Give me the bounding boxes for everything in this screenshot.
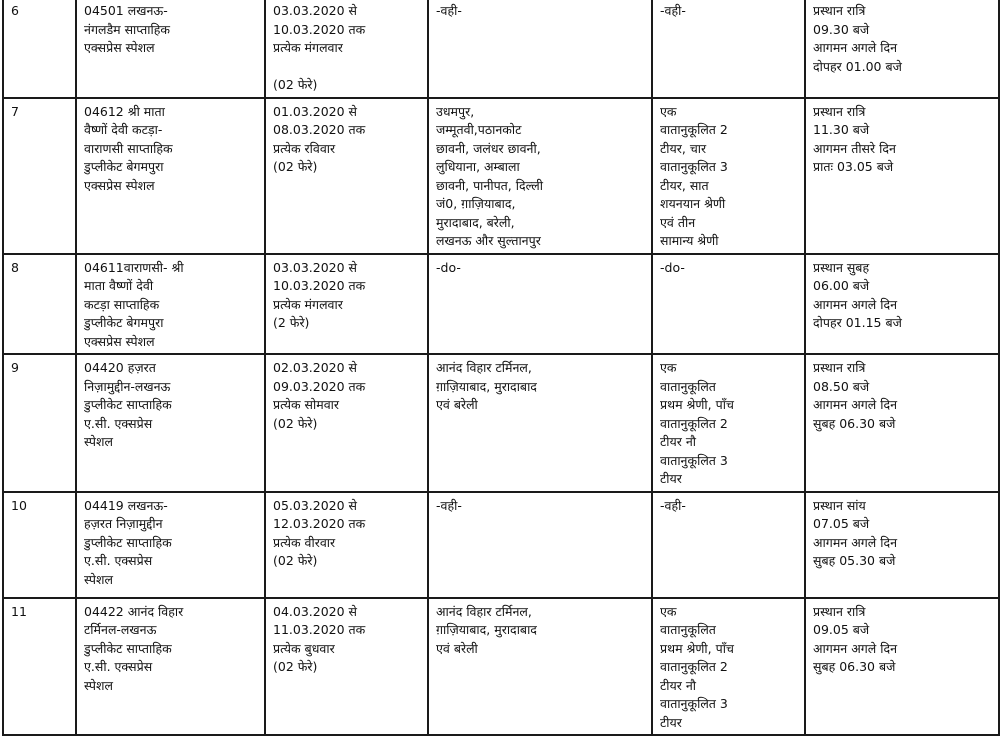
cell-line: एक — [660, 103, 677, 119]
cell-line: आगमन अगले दिन — [813, 40, 898, 55]
cell-line: डुप्लीकेट साप्ताहिक — [84, 640, 172, 656]
cell-line: छावनी, जलंधर छावनी, — [436, 140, 541, 156]
cell-line: (02 फेरे) — [273, 659, 318, 674]
train-name-cell — [76, 354, 265, 492]
stoppages-cell — [428, 492, 652, 598]
timing-cell — [805, 598, 999, 736]
cell-line: ए.सी. एक्सप्रेस — [84, 553, 153, 568]
table-row — [3, 598, 999, 736]
cell-line: डुप्लीकेट बेगमपुरा — [84, 159, 164, 174]
run-dates-cell — [265, 0, 428, 98]
cell-line: (02 फेरे) — [273, 77, 318, 92]
cell-line: आगमन अगले दिन — [813, 296, 898, 312]
table-body — [3, 0, 999, 735]
cell-line: 04611वाराणसी- श्री — [84, 259, 184, 275]
cell-line: -do- — [660, 259, 685, 275]
cell-line: मुरादाबाद, बरेली, — [436, 214, 515, 230]
cell-line: 11.03.2020 तक — [273, 622, 366, 637]
cell-line: हज़रत निज़ामुद्दीन — [84, 516, 163, 531]
cell-line: 10.03.2020 तक — [273, 21, 366, 37]
cell-line: 04501 लखनऊ- — [84, 3, 168, 18]
cell-line: वातानुकूलित 2 — [660, 122, 728, 137]
cell-line: नंगलडैम साप्ताहिक — [84, 21, 170, 37]
cell-line: डुप्लीकेट साप्ताहिक — [84, 534, 172, 550]
cell-line: 01.03.2020 से — [273, 103, 357, 119]
cell-line: टीयर नौ — [660, 677, 697, 693]
timing-cell — [805, 492, 999, 598]
cell-line: दोपहर 01.00 बजे — [813, 58, 902, 74]
cell-line: प्रत्येक वीरवार — [273, 534, 336, 550]
cell-line: 04419 लखनऊ- — [84, 497, 168, 513]
cell-line: प्रस्थान सांय — [813, 497, 866, 513]
cell-line: आगमन अगले दिन — [813, 397, 898, 412]
cell-line: (2 फेरे) — [273, 315, 310, 330]
cell-line: एक्सप्रेस स्पेशल — [84, 177, 155, 193]
timing-cell — [805, 354, 999, 492]
cell-line: -वही- — [436, 3, 462, 18]
cell-line: डुप्लीकेट साप्ताहिक — [84, 397, 172, 412]
cell-line: टीयर — [660, 714, 682, 730]
cell-line: 06.00 बजे — [813, 278, 870, 293]
cell-line: (02 फेरे) — [273, 415, 318, 431]
cell-line: प्रत्येक रविवार — [273, 140, 336, 156]
timing-cell — [805, 98, 999, 254]
cell-line: वातानुकूलित 3 — [660, 452, 728, 468]
cell-line: आगमन अगले दिन — [813, 640, 898, 656]
cell-line: स्पेशल — [84, 571, 113, 587]
cell-line: आगमन तीसरे दिन — [813, 140, 896, 156]
cell-line: ग़ाज़ियाबाद, मुरादाबाद — [436, 378, 537, 394]
cell-line: एवं बरेली — [436, 640, 478, 656]
cell-line: प्रस्थान रात्रि — [813, 3, 866, 18]
cell-line: 08.03.2020 तक — [273, 122, 366, 137]
table-row — [3, 254, 999, 355]
cell-line: 04.03.2020 से — [273, 603, 357, 619]
serial-number-cell: 7 — [3, 98, 76, 254]
run-dates-cell — [265, 492, 428, 598]
cell-line: 05.03.2020 से — [273, 497, 357, 513]
cell-line: प्रथम श्रेणी, पाँच — [660, 397, 734, 412]
cell-line: प्रत्येक मंगलवार — [273, 40, 343, 55]
cell-line: एक — [660, 603, 677, 619]
coach-composition-cell — [652, 598, 805, 736]
cell-line: प्रातः 03.05 बजे — [813, 159, 894, 174]
cell-line: -वही- — [660, 3, 686, 18]
cell-line: वातानुकूलित — [660, 622, 716, 637]
cell-line: 03.03.2020 से — [273, 3, 357, 18]
stoppages-cell — [428, 598, 652, 736]
run-dates-cell — [265, 98, 428, 254]
cell-line: स्पेशल — [84, 434, 113, 449]
serial-number-cell: 10 — [3, 492, 76, 598]
coach-composition-cell — [652, 98, 805, 254]
timing-cell — [805, 254, 999, 355]
table-row — [3, 492, 999, 598]
serial-number-cell: 9 — [3, 354, 76, 492]
cell-line: 09.03.2020 तक — [273, 378, 366, 394]
cell-line: सुबह 06.30 बजे — [813, 415, 896, 431]
cell-line: टीयर, सात — [660, 177, 709, 193]
cell-line: आगमन अगले दिन — [813, 534, 898, 550]
cell-line: सुबह 05.30 बजे — [813, 553, 896, 568]
cell-line: वातानुकूलित — [660, 378, 716, 394]
cell-line: 04422 आनंद विहार — [84, 603, 184, 619]
cell-line: ग़ाज़ियाबाद, मुरादाबाद — [436, 622, 537, 637]
cell-line: (02 फेरे) — [273, 159, 318, 174]
cell-line: उधमपुर, — [436, 103, 475, 119]
coach-composition-cell — [652, 0, 805, 98]
cell-line: एवं तीन — [660, 214, 696, 230]
cell-line: वाराणसी साप्ताहिक — [84, 140, 173, 156]
cell-line: जं0, ग़ाज़ियाबाद, — [436, 196, 516, 211]
cell-line: 04420 हज़रत — [84, 360, 156, 375]
cell-line: वैष्णों देवी कटड़ा- — [84, 122, 163, 137]
train-name-cell — [76, 98, 265, 254]
cell-line: लखनऊ और सुल्तानपुर — [436, 233, 541, 248]
cell-line: वातानुकूलित 3 — [660, 696, 728, 711]
cell-line: टीयर, चार — [660, 140, 707, 156]
coach-composition-cell — [652, 492, 805, 598]
cell-line: कटड़ा साप्ताहिक — [84, 296, 160, 312]
train-name-cell — [76, 254, 265, 355]
cell-line: शयनयान श्रेणी — [660, 196, 726, 211]
cell-line: सामान्य श्रेणी — [660, 233, 719, 248]
cell-line: 07.05 बजे — [813, 516, 870, 531]
stoppages-cell — [428, 0, 652, 98]
run-dates-cell — [265, 254, 428, 355]
cell-line: दोपहर 01.15 बजे — [813, 315, 902, 330]
cell-line: -do- — [436, 259, 461, 275]
cell-line: 09.30 बजे — [813, 21, 870, 37]
cell-line: (02 फेरे) — [273, 553, 318, 568]
cell-line: सुबह 06.30 बजे — [813, 659, 896, 674]
cell-line: जम्मूतवी,पठानकोट — [436, 122, 522, 137]
coach-composition-cell — [652, 354, 805, 492]
cell-line: प्रत्येक बुधवार — [273, 640, 335, 656]
cell-line: वातानुकूलित 3 — [660, 159, 728, 174]
cell-line: प्रत्येक मंगलवार — [273, 296, 343, 312]
run-dates-cell — [265, 598, 428, 736]
cell-line: 04612 श्री माता — [84, 103, 165, 119]
timing-cell — [805, 0, 999, 98]
cell-line: प्रत्येक सोमवार — [273, 397, 340, 412]
train-name-cell — [76, 598, 265, 736]
cell-line: प्रथम श्रेणी, पाँच — [660, 640, 734, 656]
cell-line: -वही- — [436, 497, 462, 513]
stoppages-cell — [428, 98, 652, 254]
cell-line: 02.03.2020 से — [273, 360, 357, 375]
cell-line: एक्सप्रेस स्पेशल — [84, 333, 155, 349]
cell-line: डुप्लीकेट बेगमपुरा — [84, 315, 164, 330]
cell-line — [273, 58, 421, 77]
cell-line: एक — [660, 360, 677, 375]
cell-line: टीयर नौ — [660, 434, 697, 449]
cell-line: एवं बरेली — [436, 397, 478, 412]
cell-line: निज़ामुद्दीन-लखनऊ — [84, 378, 171, 394]
coach-composition-cell — [652, 254, 805, 355]
cell-line: आनंद विहार टर्मिनल, — [436, 603, 532, 619]
cell-line: छावनी, पानीपत, दिल्ली — [436, 177, 543, 193]
serial-number-cell: 6 — [3, 0, 76, 98]
train-name-cell — [76, 0, 265, 98]
train-name-cell — [76, 492, 265, 598]
train-schedule-table — [2, 0, 1000, 736]
cell-line: 09.05 बजे — [813, 622, 870, 637]
cell-line: 03.03.2020 से — [273, 259, 357, 275]
cell-line: 10.03.2020 तक — [273, 278, 366, 293]
table-row — [3, 354, 999, 492]
cell-line: माता वैष्णों देवी — [84, 278, 154, 293]
cell-line: लुधियाना, अम्बाला — [436, 159, 520, 174]
cell-line: स्पेशल — [84, 677, 113, 693]
cell-line: आनंद विहार टर्मिनल, — [436, 360, 532, 375]
cell-line: प्रस्थान रात्रि — [813, 103, 866, 119]
cell-line: टर्मिनल-लखनऊ — [84, 622, 157, 637]
cell-line: एक्सप्रेस स्पेशल — [84, 40, 155, 55]
cell-line: प्रस्थान रात्रि — [813, 603, 866, 619]
stoppages-cell — [428, 354, 652, 492]
table-row — [3, 98, 999, 254]
table-row — [3, 0, 999, 98]
cell-line: -वही- — [660, 497, 686, 513]
serial-number-cell: 11 — [3, 598, 76, 736]
serial-number-cell: 8 — [3, 254, 76, 355]
cell-line: ए.सी. एक्सप्रेस — [84, 659, 153, 674]
cell-line: प्रस्थान सुबह — [813, 259, 870, 275]
cell-line: ए.सी. एक्सप्रेस — [84, 415, 153, 431]
cell-line: प्रस्थान रात्रि — [813, 360, 866, 375]
cell-line: 12.03.2020 तक — [273, 516, 366, 531]
cell-line: 08.50 बजे — [813, 378, 870, 394]
cell-line: 11.30 बजे — [813, 122, 870, 137]
cell-line: टीयर — [660, 471, 682, 486]
run-dates-cell — [265, 354, 428, 492]
cell-line: वातानुकूलित 2 — [660, 659, 728, 674]
stoppages-cell — [428, 254, 652, 355]
cell-line: वातानुकूलित 2 — [660, 415, 728, 431]
